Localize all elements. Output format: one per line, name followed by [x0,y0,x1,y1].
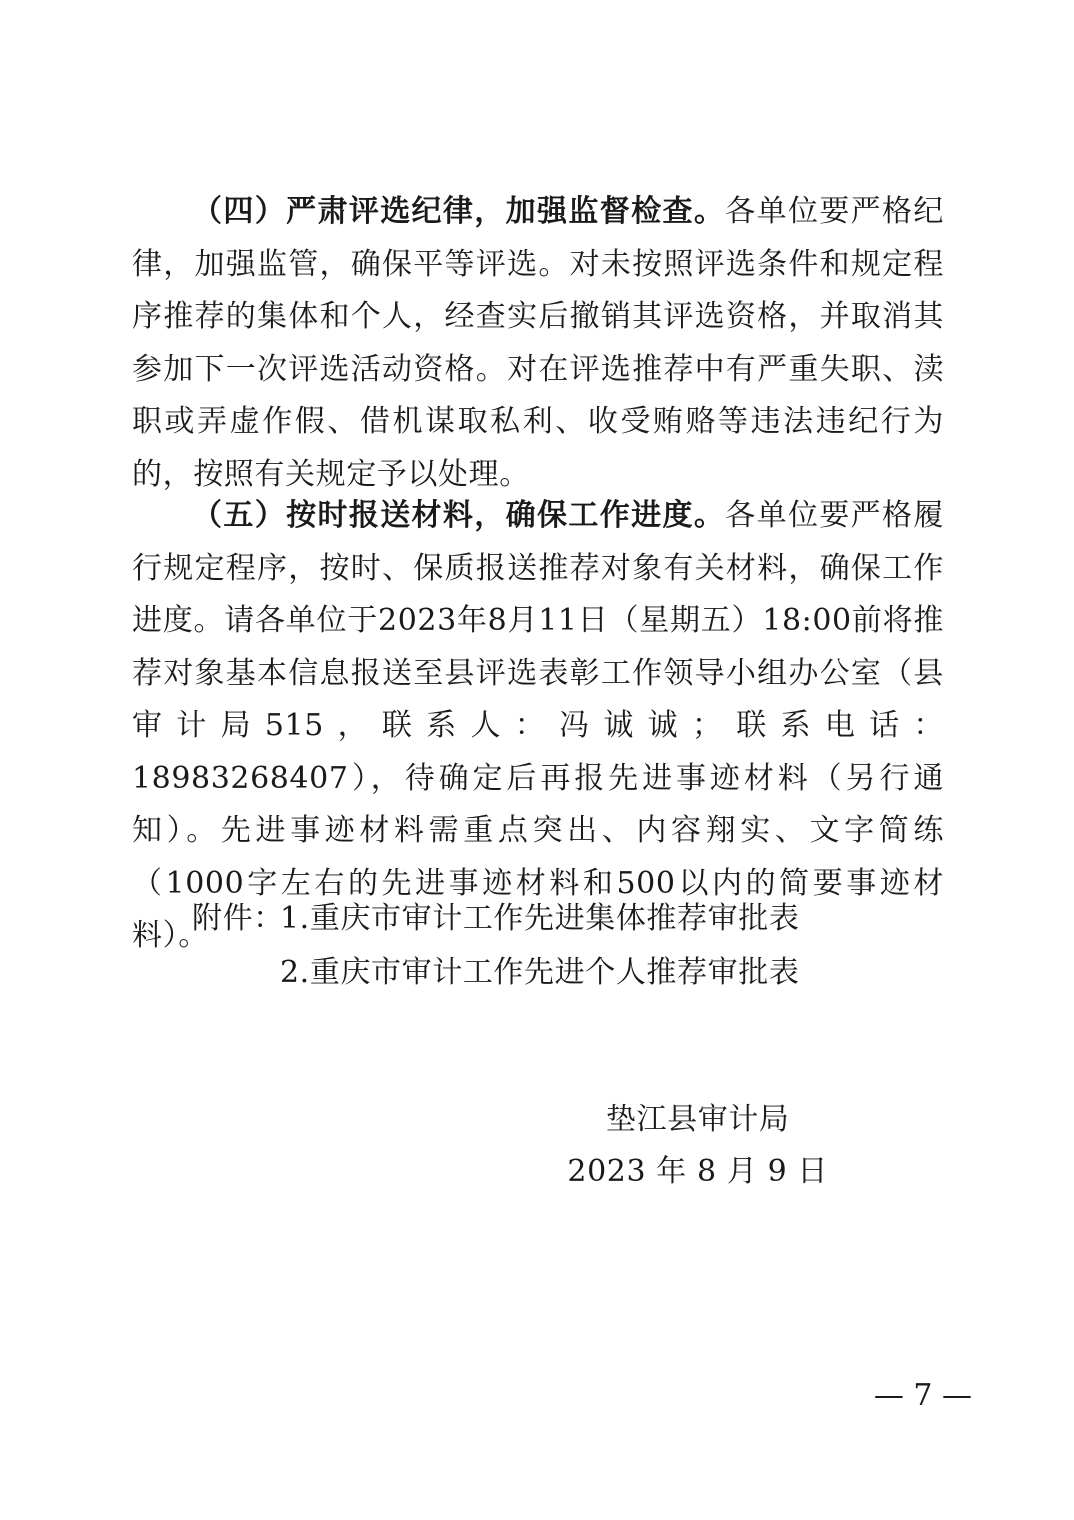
section-four-heading: （四）严肃评选纪律，加强监督检查。 [192,194,726,229]
section-five-body: 各单位要严格履行规定程序，按时、保质报送推荐对象有关材料，确保工作进度。请各单位于2023年8月11日（星期五）18:00前将推荐对象基本信息报送至县评选表彰工作领导小组办公室（县审计局515，联系人：冯诚诚；联系电话：18983268407），待确定后再报先进事迹材料（另行通知）。先进事迹材料需重点突出、内容翔实、文字简练（1000字左右的先进事迹材料和500以内的简要事迹材料）。 [132,498,945,953]
attachment-item-2: 2.重庆市审计工作先进个人推荐审批表 [280,955,800,990]
section-four [132,186,944,501]
signature-block [567,1094,828,1198]
issue-date: 2023 年 8 月 9 日 [567,1154,828,1189]
attachment-item-1: 1.重庆市审计工作先进集体推荐审批表 [280,901,800,936]
attachments-block [192,892,799,1000]
page-number: — 7 — [873,1378,972,1413]
issuing-organization: 垫江县审计局 [605,1102,790,1137]
attachment-row-1 [192,892,799,946]
attachment-indent [192,946,280,1000]
section-five-heading: （五）按时报送材料，确保工作进度。 [192,498,726,533]
section-four-body: 各单位要严格纪律，加强监管，确保平等评选。对未按照评选条件和规定程序推荐的集体和个人，经查实后撤销其评选资格，并取消其参加下一次评选活动资格。对在评选推荐中有严重失职、渎职或弄虚作假、借机谋取私利、收受贿赂等违法违纪行为的，按照有关规定予以处理。 [132,194,945,492]
attachments-label: 附件： [192,901,284,936]
attachment-row-2 [192,946,799,1000]
